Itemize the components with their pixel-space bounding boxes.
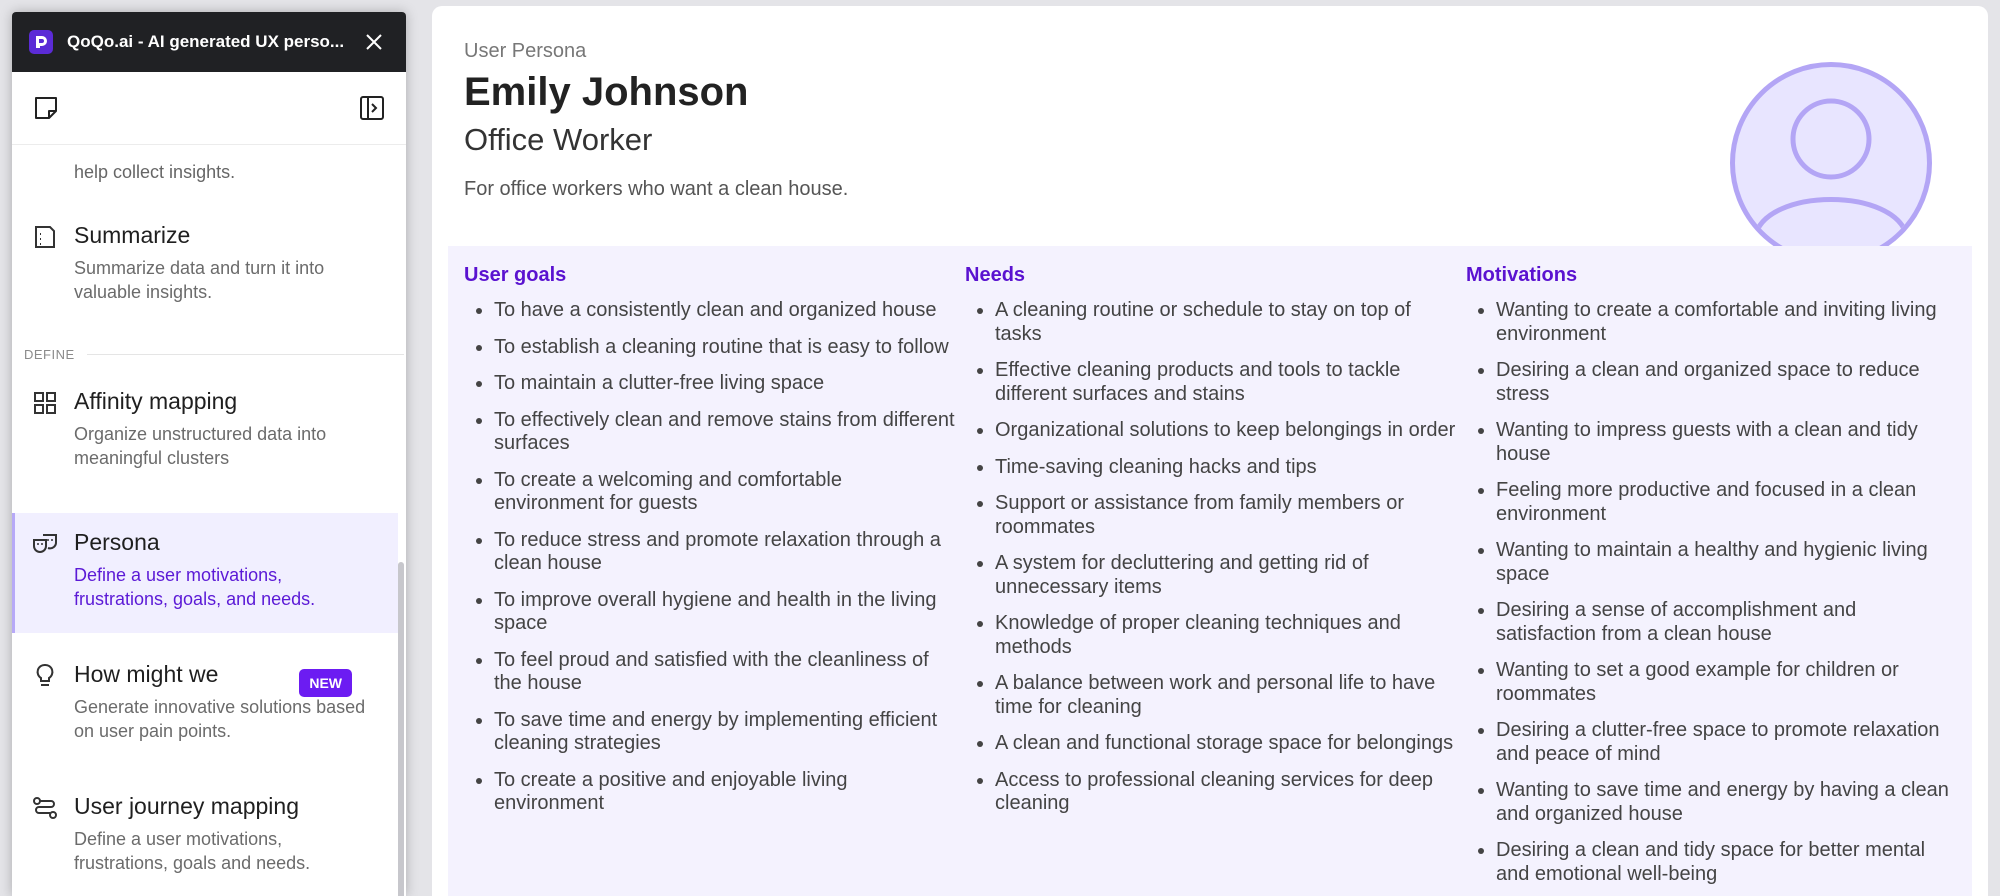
list-item: Desiring a clutter-free space to promote relaxation and peace of mind xyxy=(1466,719,1966,766)
panel-toolbar xyxy=(12,72,406,145)
summarize-icon xyxy=(32,224,58,250)
list-item: To feel proud and satisfied with the cleanliness of the house xyxy=(464,649,965,696)
persona-card xyxy=(432,6,1988,896)
list-item: Desiring a clean and organized space to reduce stress xyxy=(1466,359,1966,406)
list-item: Wanting to maintain a healthy and hygienic living space xyxy=(1466,539,1966,586)
list-item: A clean and functional storage space for belongings xyxy=(965,732,1466,756)
lightbulb-icon xyxy=(32,663,58,689)
plugin-panel xyxy=(12,12,406,896)
list-item: Wanting to create a comfortable and inviting living environment xyxy=(1466,299,1966,346)
tool-name: Summarize xyxy=(74,222,191,248)
list-item: To establish a cleaning routine that is easy to follow xyxy=(464,336,965,360)
tool-how-might-we[interactable] xyxy=(12,659,398,769)
tool-user-journey-mapping[interactable] xyxy=(12,791,398,896)
list-item: Feeling more productive and focused in a clean environment xyxy=(1466,479,1966,526)
persona-summary: For office workers who want a clean house. xyxy=(464,178,849,200)
list-item: Effective cleaning products and tools to tackle different surfaces and stains xyxy=(965,359,1466,406)
list-item: Wanting to impress guests with a clean and tidy house xyxy=(1466,419,1966,466)
persona-kicker: User Persona xyxy=(464,40,587,62)
tool-description: Organize unstructured data into meaningful clusters xyxy=(74,424,327,468)
needs-list xyxy=(965,299,1466,816)
column-title: Motivations xyxy=(1466,264,1578,286)
list-item: To reduce stress and promote relaxation through a clean house xyxy=(464,529,965,576)
qoqo-logo-icon xyxy=(29,30,53,54)
tool-list xyxy=(12,146,406,896)
list-item: Desiring a sense of accomplishment and satisfaction from a clean house xyxy=(1466,599,1966,646)
list-item: Organizational solutions to keep belongings in order xyxy=(965,419,1466,443)
tool-affinity-mapping[interactable] xyxy=(12,386,398,496)
close-icon[interactable] xyxy=(362,30,386,54)
motivations-list xyxy=(1466,299,1966,886)
list-item: Knowledge of proper cleaning techniques and methods xyxy=(965,612,1466,659)
motivations-column xyxy=(1466,264,1966,896)
panel-header xyxy=(12,12,406,72)
tool-name: Affinity mapping xyxy=(74,388,238,414)
new-badge: NEW xyxy=(299,669,352,697)
persona-columns xyxy=(448,246,1972,896)
journey-route-icon xyxy=(32,795,58,821)
column-title: User goals xyxy=(464,264,567,286)
needs-column xyxy=(965,264,1466,896)
sidebar-toggle-icon[interactable] xyxy=(358,94,386,122)
list-item: To have a consistently clean and organized house xyxy=(464,299,965,323)
persona-masks-icon xyxy=(32,531,58,557)
tool-name: User journey mapping xyxy=(74,793,300,819)
persona-role: Office Worker xyxy=(464,122,653,157)
list-item: Wanting to save time and energy by having a clean and organized house xyxy=(1466,779,1966,826)
tool-name: Persona xyxy=(74,529,160,555)
persona-name: Emily Johnson xyxy=(464,70,749,114)
avatar xyxy=(1730,62,1932,264)
tool-name: How might we xyxy=(74,661,219,687)
list-item: Time-saving cleaning hacks and tips xyxy=(965,456,1466,480)
tool-description: Define a user motivations, frustrations, goals, and needs. xyxy=(74,565,316,609)
list-item: To create a welcoming and comfortable environment for guests xyxy=(464,469,965,516)
list-item: To improve overall hygiene and health in the living space xyxy=(464,589,965,636)
list-item: To maintain a clutter-free living space xyxy=(464,372,965,396)
note-icon[interactable] xyxy=(32,94,60,122)
tool-description: Summarize data and turn it into valuable insights. xyxy=(74,258,325,302)
section-label-define: DEFINE xyxy=(24,347,404,362)
user-goals-column xyxy=(464,264,965,896)
list-item: A system for decluttering and getting rid of unnecessary items xyxy=(965,552,1466,599)
user-goals-list xyxy=(464,299,965,816)
tool-description-partial: help collect insights. xyxy=(74,162,236,182)
panel-scrollbar[interactable] xyxy=(398,562,404,896)
list-item: To effectively clean and remove stains from different surfaces xyxy=(464,409,965,456)
list-item: Support or assistance from family members or roommates xyxy=(965,492,1466,539)
list-item: A cleaning routine or schedule to stay on top of tasks xyxy=(965,299,1466,346)
list-item: To save time and energy by implementing efficient cleaning strategies xyxy=(464,709,965,756)
list-item: Desiring a clean and tidy space for better mental and emotional well-being xyxy=(1466,839,1966,886)
tool-summarize[interactable] xyxy=(12,220,398,330)
grid-icon xyxy=(32,390,58,416)
list-item: Wanting to set a good example for children or roommates xyxy=(1466,659,1966,706)
tool-description: Define a user motivations, frustrations, goals and needs. xyxy=(74,829,311,873)
list-item: A balance between work and personal life to have time for cleaning xyxy=(965,672,1466,719)
column-title: Needs xyxy=(965,264,1026,286)
panel-title: QoQo.ai - AI generated UX perso... xyxy=(67,32,345,51)
user-avatar-icon xyxy=(1735,67,1927,259)
list-item: Access to professional cleaning services for deep cleaning xyxy=(965,769,1466,816)
list-item: To create a positive and enjoyable living environment xyxy=(464,769,965,816)
tool-persona[interactable] xyxy=(12,513,398,633)
tool-description: Generate innovative solutions based on user pain points. xyxy=(74,697,366,741)
